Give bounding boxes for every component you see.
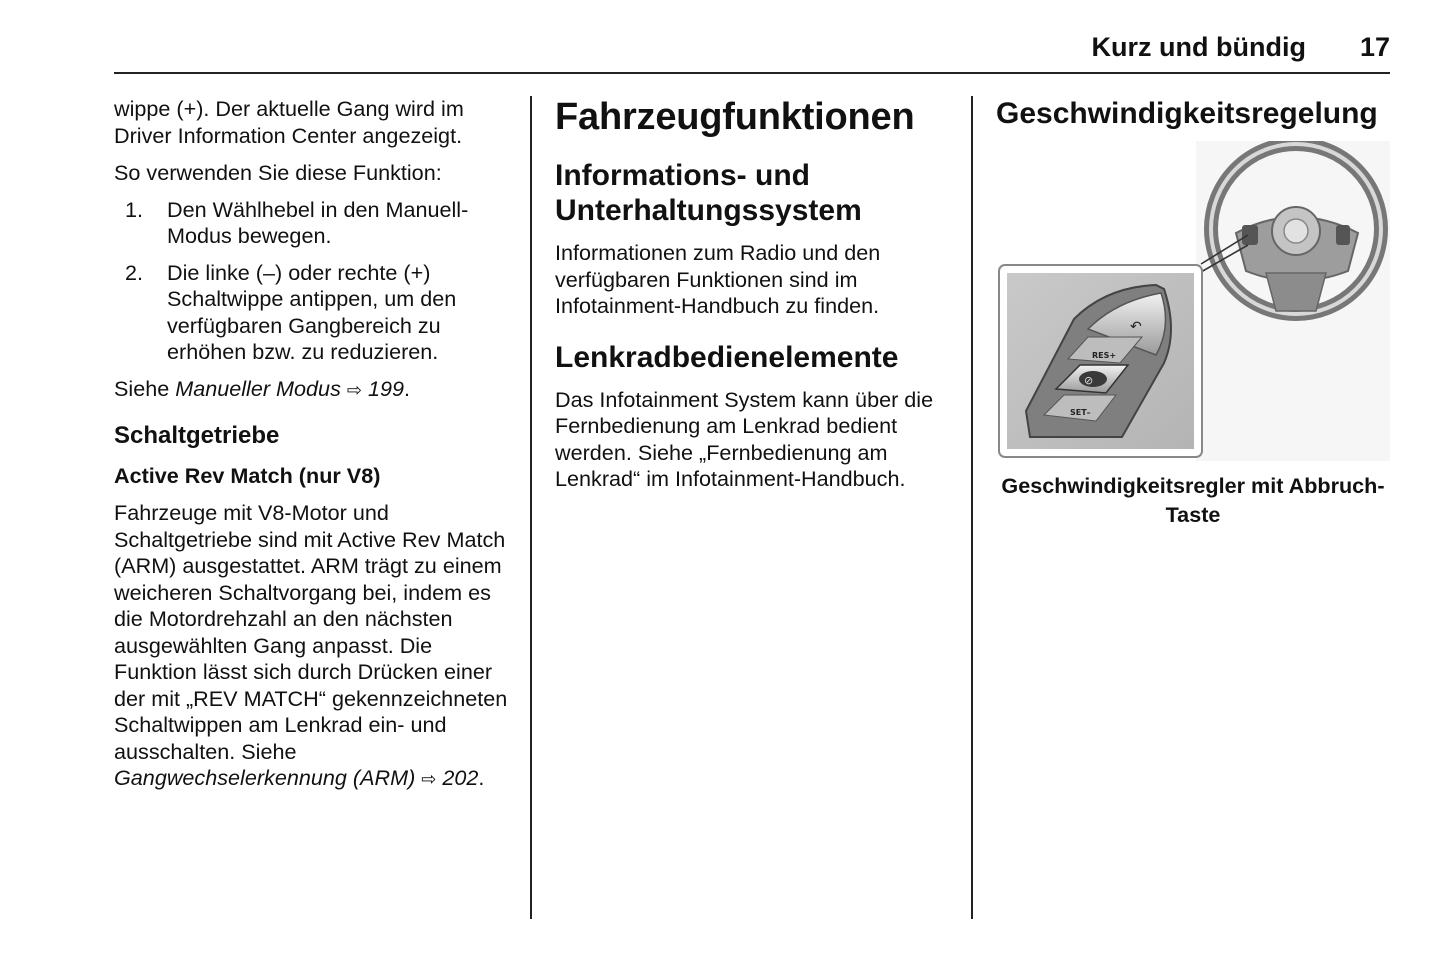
column-middle xyxy=(555,96,950,493)
page-header xyxy=(114,28,1390,74)
column-right xyxy=(996,96,1390,529)
list-number: 2. xyxy=(125,259,144,285)
manual-mode-link[interactable]: Manueller Modus xyxy=(175,375,341,401)
cruise-control-illustration xyxy=(996,141,1390,461)
period: . xyxy=(404,375,410,401)
page-number: 17 xyxy=(1359,32,1390,62)
cruise-icon: ⊘ xyxy=(1084,374,1094,387)
list-text: Die linke (–) oder rechte (+) Schaltwippe antippen, um den verfügbaren Gangbereich zu erhöhen bzw. zu reduzieren. xyxy=(167,259,457,364)
subsection-heading: Active Rev Match (nur V8) xyxy=(114,463,381,488)
section-heading: Schaltgetriebe xyxy=(114,422,280,449)
chapter-title: Fahrzeugfunktionen xyxy=(555,96,915,138)
header-title: Kurz und bündig xyxy=(1091,32,1306,62)
section-heading: Geschwindigkeitsregelung xyxy=(996,97,1378,130)
column-divider xyxy=(530,96,532,919)
section-heading: Lenkradbedienelemente xyxy=(555,340,899,374)
arm-link[interactable]: Gangwechselerkennung (ARM) xyxy=(114,765,416,790)
cross-reference xyxy=(114,376,514,404)
column-left xyxy=(114,96,514,793)
set-label: SET– xyxy=(1070,408,1091,417)
paragraph xyxy=(114,500,514,793)
list-item xyxy=(114,260,514,366)
paragraph: Das Infotainment System kann über die Fernbedienung am Lenkrad bedient werden. Siehe „Fernbedienung am Lenkrad“ im Infotainment-Handbuch. xyxy=(555,386,934,491)
page-ref[interactable]: 199 xyxy=(367,375,404,401)
figure-caption: Geschwindigkeitsregler mit Abbruch-Taste xyxy=(1001,473,1385,527)
list-text: Den Wählhebel in den Manuell-Modus bewegen. xyxy=(167,196,469,248)
paragraph: wippe (+). Der aktuelle Gang wird im Driver Information Center angezeigt. xyxy=(114,96,464,148)
steps-list xyxy=(114,197,514,366)
body-text: Fahrzeuge mit V8-Motor und Schaltgetriebe sind mit Active Rev Match (ARM) ausgestattet. ARM trägt zu einem weicheren Schaltvorgang bei, indem es die Motordrehzahl an den nächsten ausgewählten Gang anpasst. Die Funktion lässt sich durch Drücken einer der mit „REV MATCH“ gekennzeichneten Schaltwippen am Lenkrad ein- und ausschalten. Siehe xyxy=(114,500,508,764)
cancel-icon: ↶ xyxy=(1130,319,1142,335)
period: . xyxy=(478,765,485,790)
list-number: 1. xyxy=(125,196,144,222)
page-reference-icon: ⇨ xyxy=(346,379,362,400)
list-item xyxy=(114,197,514,250)
res-label: RES+ xyxy=(1092,351,1117,360)
paragraph: So verwenden Sie diese Funktion: xyxy=(114,160,442,185)
paragraph: Informationen zum Radio und den verfügbaren Funktionen sind im Infotainment-Handbuch zu finden. xyxy=(555,240,881,318)
page-reference-icon: ⇨ xyxy=(421,769,437,789)
column-divider xyxy=(971,96,973,919)
page-ref[interactable]: 202 xyxy=(442,765,479,790)
steering-wheel-figure xyxy=(996,141,1390,461)
see-prefix: Siehe xyxy=(114,375,176,401)
section-heading: Informations- und Unterhaltungssystem xyxy=(555,159,862,227)
